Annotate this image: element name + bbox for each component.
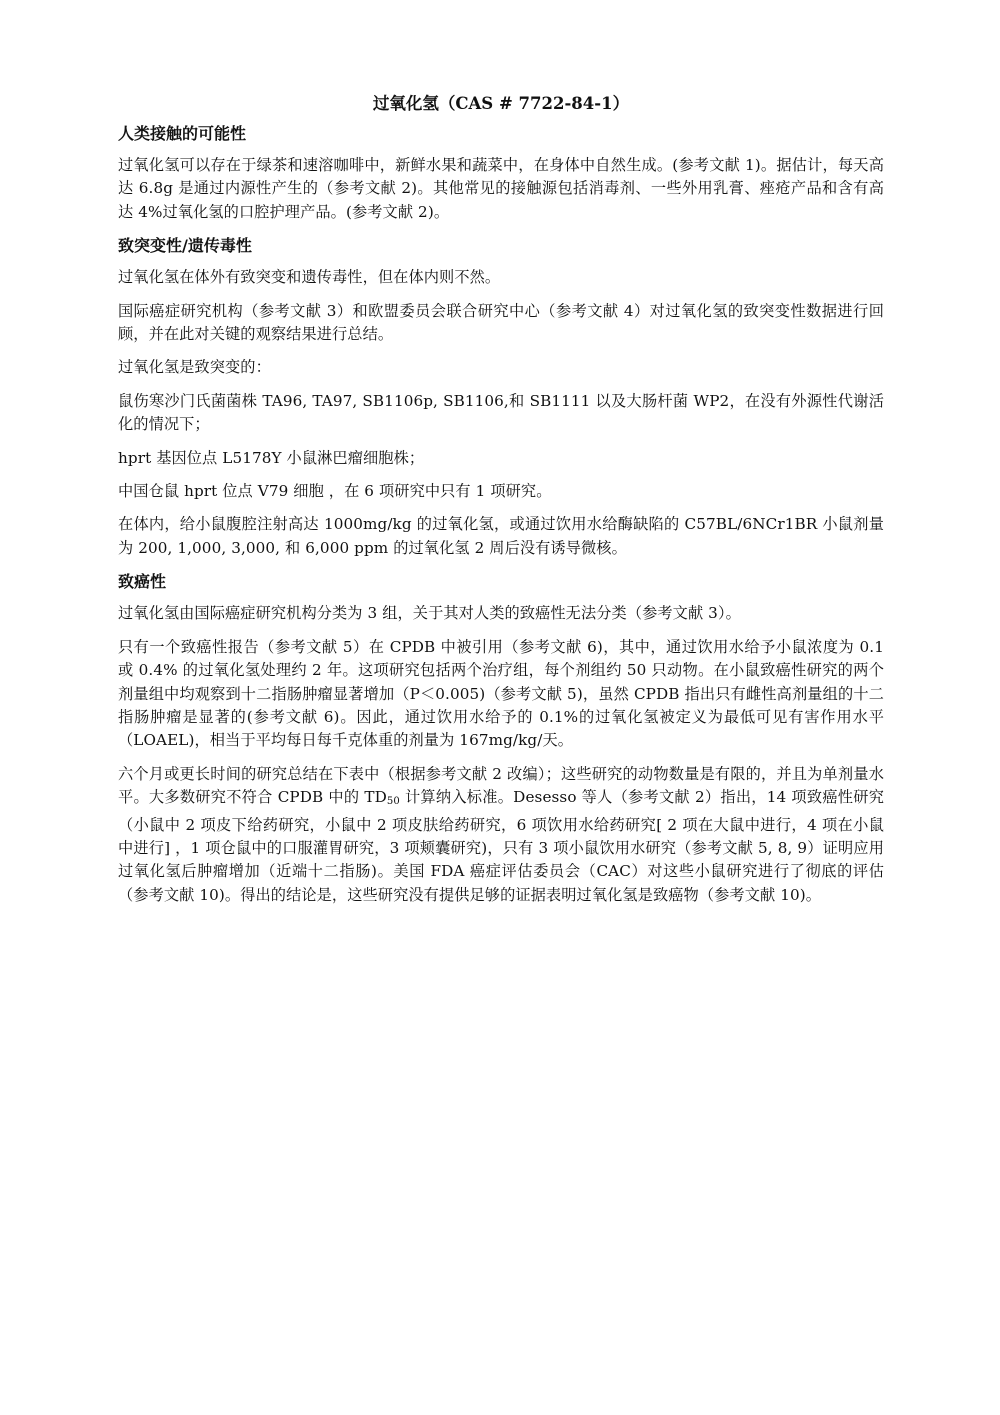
td50-paragraph xyxy=(118,763,884,907)
subscript-text: 50 xyxy=(386,796,400,808)
document-title: 过氧化氢（CAS # 7722-84-1） xyxy=(372,94,630,113)
paragraph-text: 计算纳入标准。Desesso 等人（参考文献 2）指出，14 项致癌性研究（小鼠中 2 项皮下给药研究，小鼠中 2 项皮肤给药研究，6 项饮用水给药研究[ 2 项在大鼠中进行，4 项在小鼠中进行] ，1 项仓鼠中的口服灌胃研究，3 项颊囊研究)，只有 3 项小鼠饮用水研究（参考文献 5, 8, 9）证明应用过氧化氢后肿瘤增加（近端十二指肠)。美国 FDA 癌症评估委员会（CAC）对这些小鼠研究进行了彻底的评估（参考文献 10)。得出的结论是，这些研究没有提供足够的证据表明过氧化氢是致癌物（参考文献 10)。 xyxy=(118,788,884,904)
paragraph: 国际癌症研究机构（参考文献 3）和欧盟委员会联合研究中心（参考文献 4）对过氧化氢的致突变性数据进行回顾，并在此对关键的观察结果进行总结。 xyxy=(118,301,884,344)
paragraph: 鼠伤寒沙门氏菌菌株 TA96, TA97, SB1106p, SB1106,和 SB1111 以及大肠杆菌 WP2，在没有外源性代谢活化的情况下； xyxy=(118,391,884,434)
paragraph: 过氧化氢由国际癌症研究机构分类为 3 组，关于其对人类的致癌性无法分类（参考文献 3）。 xyxy=(118,604,741,623)
paragraph-text: 六个月或更长时间的研究总结在下表中（根据参考文献 2 改编）；这些研究的动物数量是有限的，并且为单剂量水平。大多数研究不符合 CPDB 中的 TD xyxy=(118,764,884,807)
paragraph: 只有一个致癌性报告（参考文献 5）在 CPDB 中被引用（参考文献 6)，其中，通过饮用水给予小鼠浓度为 0.1 或 0.4% 的过氧化氢处理约 2 年。这项研究包括两个治疗组，每个剂组约 50 只动物。在小鼠致癌性研究的两个剂量组中均观察到十二指肠肿瘤显著增加（P＜0.005)（参考文献 5)，虽然 CPDB 指出只有雌性高剂量组的十二指肠肿瘤是显著的(参考文献 6)。因此，通过饮用水给予的 0.1%的过氧化氢被定义为最低可见有害作用水平（LOAEL)，相当于平均每日每千克体重的剂量为 167mg/kg/天。 xyxy=(118,637,884,750)
section-heading: 人类接触的可能性 xyxy=(118,124,247,143)
paragraph: hprt 基因位点 L5178Y 小鼠淋巴瘤细胞株； xyxy=(118,448,425,467)
section-human-exposure xyxy=(118,122,884,224)
section-heading: 致癌性 xyxy=(118,572,167,592)
paragraph: 在体内，给小鼠腹腔注射高达 1000mg/kg 的过氧化氢，或通过饮用水给酶缺陷的 C57BL/6NCr1BR 小鼠剂量为 200, 1,000, 3,000, 和 6,000 ppm 的过氧化氢 2 周后没有诱导微核。 xyxy=(118,515,884,557)
section-carcinogenicity xyxy=(118,570,884,907)
paragraph: 中国仓鼠 hprt 位点 V79 细胞 ，在 6 项研究中只有 1 项研究。 xyxy=(118,482,552,501)
paragraph: 过氧化氢可以存在于绿茶和速溶咖啡中，新鲜水果和蔬菜中，在身体中自然生成。(参考文献 1)。据估计，每天高达 6.8g 是通过内源性产生的（参考文献 2)。其他常见的接触源包括消毒剂、一些外用乳膏、痤疮产品和含有高达 4%过氧化氢的口腔护理产品。(参考文献 2)。 xyxy=(118,156,884,221)
document-page xyxy=(118,92,884,917)
paragraph: 过氧化氢是致突变的： xyxy=(118,358,271,377)
paragraph: 过氧化氢在体外有致突变和遗传毒性，但在体内则不然。 xyxy=(118,268,501,287)
section-heading: 致突变性/遗传毒性 xyxy=(118,236,252,256)
section-mutagenicity xyxy=(118,234,884,560)
